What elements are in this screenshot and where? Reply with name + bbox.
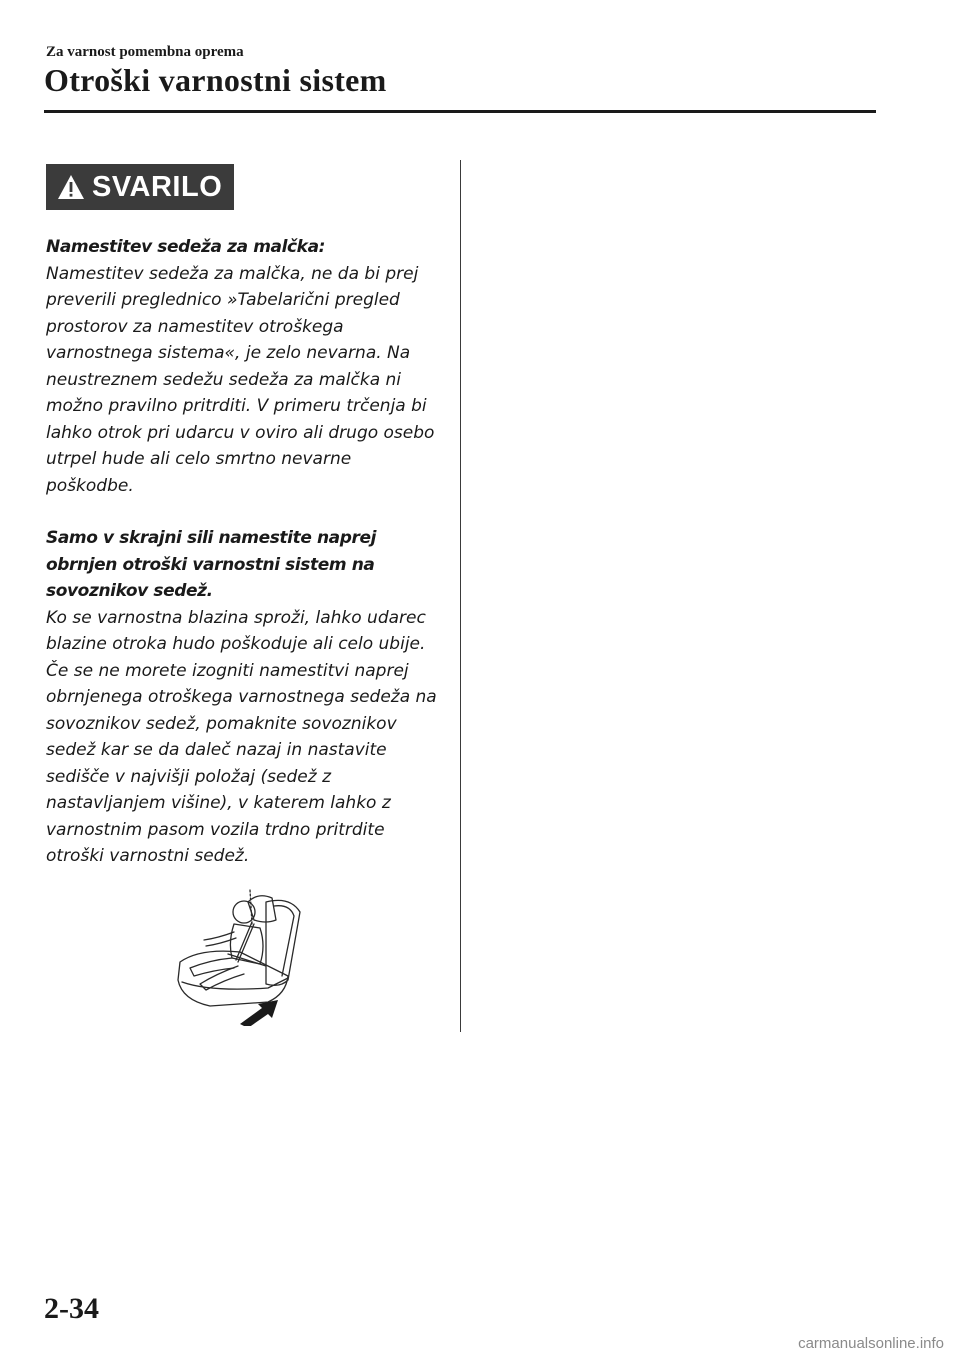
warning-triangle-icon xyxy=(56,173,86,201)
block-body: Ko se varnostna blazina sproži, lahko udarec blazine otroka hudo poškoduje ali celo ubije. Če se ne morete izogniti namestitvi naprej obrnjenega otroškega varnostnega sedeža na sovoznikov sedež, pomaknite sovoznikov sedež kar se da daleč nazaj in nastavite sedišče v najvišji položaj (sedež z nastavljanjem višine), v katerem lahko z varnostnim pasom vozila trdno pritrdite otroški varnostni sedež. xyxy=(46,607,437,866)
block-body: Namestitev sedeža za malčka, ne da bi prej preverili preglednico »Tabelarični pregled prostorov za namestitev otroškega varnostnega sistema«, je zelo nevarna. Na neustreznem sedežu sedeža za malčka ni možno pravilno pritrditi. V primeru trčenja bi lahko otrok pri udarcu v oviro ali drugo osebo utrpel hude ali celo smrtno nevarne poškodbe. xyxy=(46,263,435,496)
warning-content xyxy=(46,234,442,870)
child-seat-illustration xyxy=(170,884,310,1026)
warning-label: SVARILO xyxy=(92,170,223,203)
warning-badge xyxy=(46,164,234,210)
column-divider xyxy=(460,160,461,1032)
page-number: 2-34 xyxy=(44,1292,99,1325)
block-heading: Samo v skrajni sili namestite naprej obrnjen otroški varnostni sistem na sovoznikov sedež. xyxy=(46,528,377,601)
page-title: Otroški varnostni sistem xyxy=(44,62,387,98)
title-rule xyxy=(44,110,876,113)
watermark: carmanualsonline.info xyxy=(798,1335,944,1352)
section-label: Za varnost pomembna oprema xyxy=(46,44,244,60)
block-heading: Namestitev sedeža za malčka: xyxy=(46,237,326,257)
